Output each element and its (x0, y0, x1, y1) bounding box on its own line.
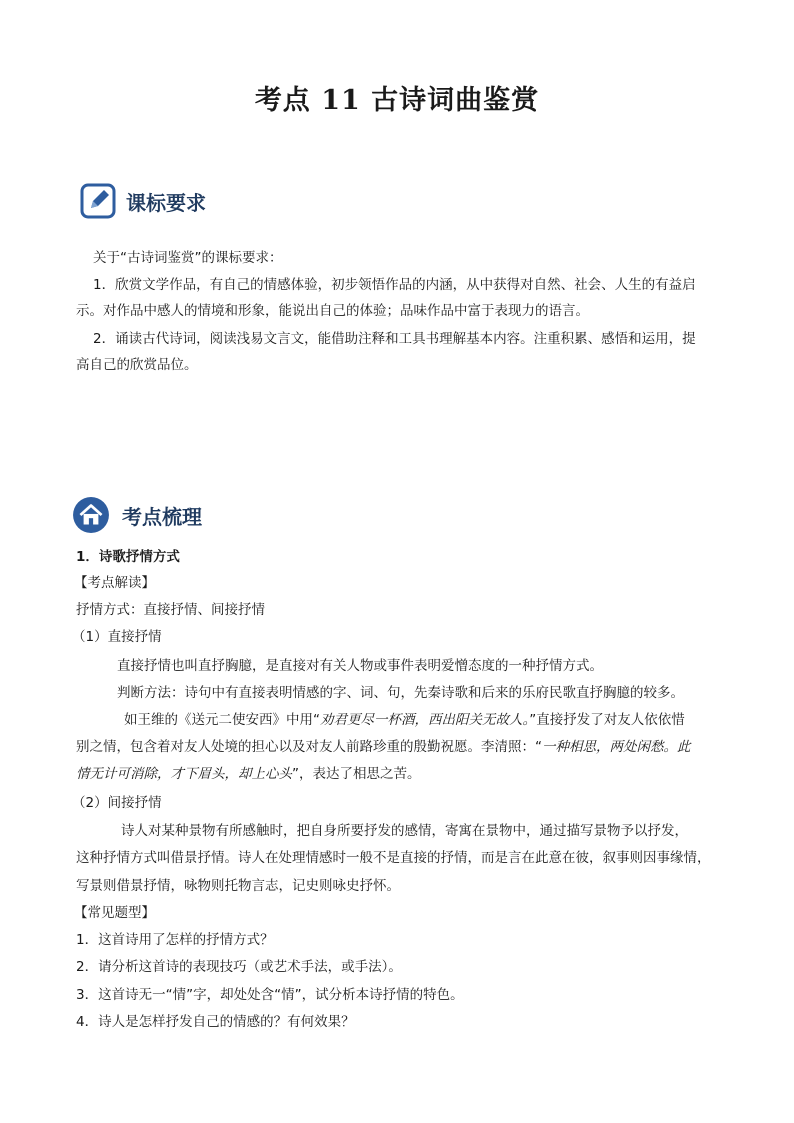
example-line-2: 别之情，包含着对友人处境的担心以及对友人前路珍重的殷勤祝愿。李清照：“一种相思，两处闲愁。此 (76, 739, 691, 755)
curriculum-item-1b: 示。对作品中感人的情境和形象，能说出自己的体验；品味作品中富于表现力的语言。 (76, 303, 589, 319)
indirect-line-1: 诗人对某种景物有所感触时，把自身所要抒发的感情，寄寓在景物中，通过描写景物予以抒发， (121, 823, 688, 839)
tag-interpretation: 【考点解读】 (74, 575, 155, 591)
subheading-direct: （1）直接抒情 (72, 629, 162, 645)
question-3: 3．这首诗无一“情”字，却处处含“情”，试分析本诗抒情的特色。 (76, 987, 464, 1003)
indirect-line-2: 这种抒情方式叫借景抒情。诗人在处理情感时一般不是直接的抒情，而是言在此意在彼，叙事则因事缘情， (76, 850, 711, 866)
methods-line: 抒情方式：直接抒情、间接抒情 (76, 602, 265, 618)
example-line-3: 情无计可消除，才下眉头，却上心头”，表达了相思之苦。 (76, 766, 421, 782)
curriculum-item-2a: 2．诵读古代诗词，阅读浅易文言文，能借助注释和工具书理解基本内容。注重积累、感悟和运用，提 (93, 331, 696, 347)
example-line-1: 如王维的《送元二使安西》中用“劝君更尽一杯酒，西出阳关无故人。”直接抒发了对友人依依惜 (124, 712, 685, 728)
direct-definition: 直接抒情也叫直抒胸臆，是直接对有关人物或事件表明爱憎态度的一种抒情方式。 (117, 658, 603, 674)
curriculum-intro: 关于“古诗词鉴赏”的课标要求： (93, 250, 283, 266)
question-1: 1．这首诗用了怎样的抒情方式？ (76, 932, 274, 948)
section-heading: 课标要求 (126, 190, 206, 215)
tag-question-types: 【常见题型】 (74, 905, 155, 921)
page-title: 考点 11 古诗词曲鉴赏 (254, 85, 540, 116)
subheading-indirect: （2）间接抒情 (72, 795, 162, 811)
question-4: 4．诗人是怎样抒发自己的情感的？有何效果？ (76, 1014, 355, 1030)
section-header-curriculum (80, 181, 206, 221)
curriculum-item-2b: 高自己的欣赏品位。 (76, 357, 198, 373)
section-header-points (72, 495, 202, 535)
topic-heading: 1．诗歌抒情方式 (76, 549, 180, 565)
judgment-method: 判断方法：诗句中有直接表明情感的字、词、句，先秦诗歌和后来的乐府民歌直抒胸臆的较多。 (117, 685, 684, 701)
section-heading: 考点梳理 (122, 504, 202, 529)
home-icon (72, 496, 110, 534)
indirect-line-3: 写景则借景抒情，咏物则托物言志，记史则咏史抒怀。 (76, 878, 400, 894)
curriculum-item-1a: 1．欣赏文学作品，有自己的情感体验，初步领悟作品的内涵，从中获得对自然、社会、人生的有益启 (93, 277, 696, 293)
edit-icon (80, 183, 116, 219)
question-2: 2．请分析这首诗的表现技巧（或艺术手法，或手法）。 (76, 959, 402, 975)
